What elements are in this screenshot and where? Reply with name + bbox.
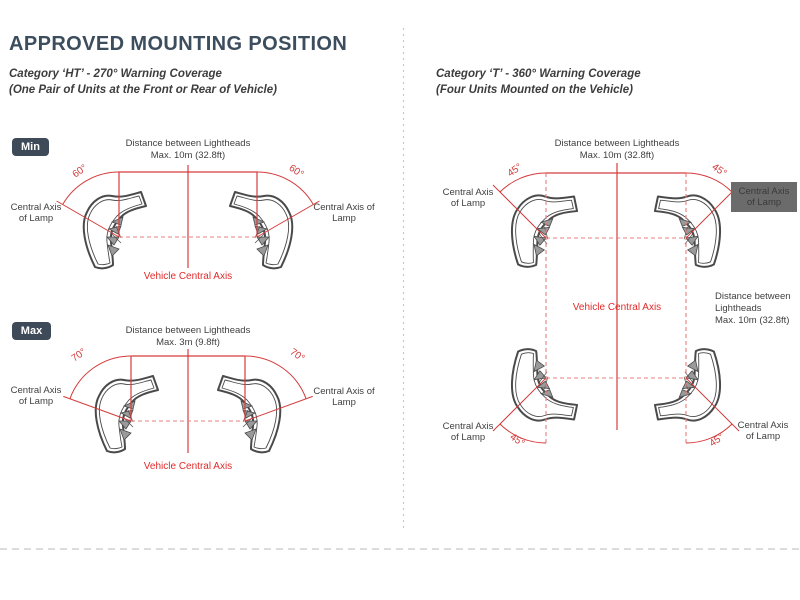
- min-left-axis-label: [5, 202, 67, 224]
- max-right-axis-label-line2: Lamp: [332, 397, 356, 408]
- min-distance-label-line1: Distance between Lightheads: [125, 138, 251, 149]
- lamp-unit: [96, 376, 158, 452]
- min-angle-label-right: 60°: [286, 162, 306, 181]
- min-angle-label-left: 60°: [70, 162, 90, 181]
- left-section-heading-line2: (One Pair of Units at the Front or Rear of Vehicle): [9, 84, 277, 96]
- t-angle-label-bottom-left: 45°: [507, 431, 527, 450]
- min-left-axis-label-line2: of Lamp: [18, 213, 54, 224]
- t-angle-label-top-left: 45°: [505, 161, 525, 180]
- max-right-axis-label: [309, 386, 379, 408]
- t-bottom-left-axis-label: [438, 421, 498, 443]
- min-right-axis-label-line1: Central Axis of: [313, 202, 375, 213]
- t-angle-label-bottom-right: 45°: [707, 431, 727, 450]
- divider-lines: [0, 28, 800, 549]
- t-top-left-axis-label-line2: of Lamp: [450, 198, 486, 209]
- t-bottom-right-axis-label: [733, 420, 793, 442]
- max-distance-label-line2: Max. 3m (9.8ft): [156, 337, 220, 348]
- t-top-right-axis-label-line1: Central Axis: [738, 186, 790, 197]
- t-bottom-right-axis-label-line2: of Lamp: [745, 431, 781, 442]
- min-vehicle-central-axis-label: Vehicle Central Axis: [143, 271, 233, 282]
- t-side-distance-label-line2: Lightheads: [715, 303, 762, 314]
- t-top-distance-label-line2: Max. 10m (32.8ft): [579, 150, 655, 161]
- t-top-left-axis-label-line1: Central Axis: [442, 187, 494, 198]
- lamp-unit: [218, 376, 280, 452]
- lamp-unit: [653, 343, 725, 427]
- left-section-heading-line1: Category ‘HT’ - 270° Warning Coverage: [9, 68, 222, 80]
- t-vehicle-central-axis-label: Vehicle Central Axis: [572, 302, 662, 313]
- lamp-unit: [507, 189, 579, 273]
- t-angle-label-top-right: 45°: [709, 161, 729, 180]
- max-badge: Max: [12, 322, 51, 340]
- max-angle-label-right: 70°: [287, 346, 307, 365]
- right-section-heading-line1: Category ‘T’ - 360° Warning Coverage: [436, 68, 641, 80]
- lamp-unit: [230, 192, 292, 268]
- max-left-axis-label-line1: Central Axis: [10, 385, 62, 396]
- max-right-axis-label-line1: Central Axis of: [313, 386, 375, 397]
- t-side-distance-label-line1: Distance between: [715, 291, 791, 302]
- t-top-left-axis-label: [438, 187, 498, 209]
- max-left-axis-label-line2: of Lamp: [18, 396, 54, 407]
- t-top-right-axis-label-highlighted: [731, 182, 797, 212]
- t-bottom-left-axis-label-line2: of Lamp: [450, 432, 486, 443]
- t-top-distance-label-line1: Distance between Lightheads: [554, 138, 680, 149]
- max-vehicle-central-axis-label: Vehicle Central Axis: [143, 461, 233, 472]
- t-bottom-right-axis-label-line1: Central Axis: [737, 420, 789, 431]
- min-distance-label-line2: Max. 10m (32.8ft): [150, 150, 226, 161]
- lamp-units: [84, 189, 726, 453]
- min-right-axis-label-line2: Lamp: [332, 213, 356, 224]
- right-section-heading-line2: (Four Units Mounted on the Vehicle): [436, 84, 633, 96]
- lamp-unit: [84, 192, 146, 268]
- page-title: APPROVED MOUNTING POSITION: [9, 33, 348, 55]
- lamp-unit: [507, 343, 579, 427]
- lamp-unit: [653, 189, 725, 273]
- t-side-distance-label: [715, 291, 800, 327]
- min-badge: Min: [12, 138, 49, 156]
- min-left-axis-label-line1: Central Axis: [10, 202, 62, 213]
- max-angle-label-left: 70°: [69, 346, 89, 365]
- t-bottom-left-axis-label-line1: Central Axis: [442, 421, 494, 432]
- max-distance-label-line1: Distance between Lightheads: [125, 325, 251, 336]
- t-top-right-axis-label-line2: of Lamp: [746, 197, 782, 208]
- t-side-distance-label-line3: Max. 10m (32.8ft): [715, 315, 790, 326]
- max-left-axis-label: [5, 385, 67, 407]
- min-right-axis-label: [309, 202, 379, 224]
